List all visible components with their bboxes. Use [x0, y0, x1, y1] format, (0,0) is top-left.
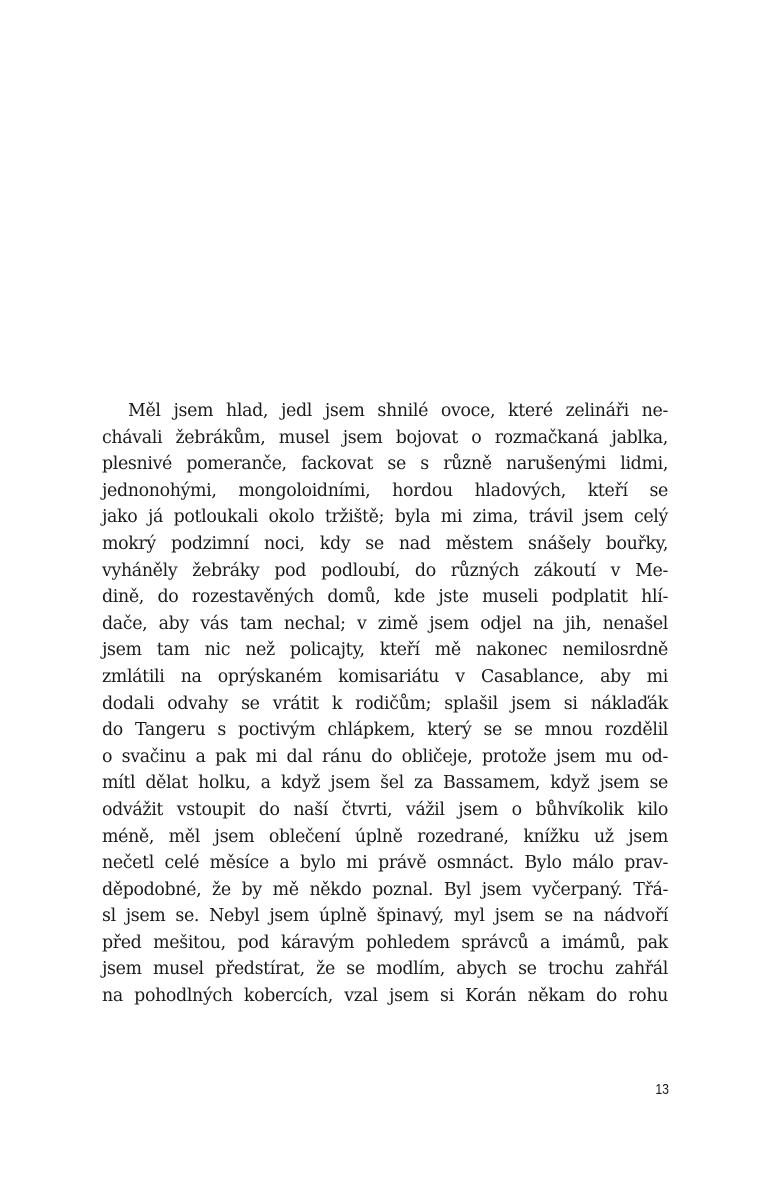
paragraph-line: jednonohými, mongoloidními, hordou hladových, kteří se — [102, 480, 668, 501]
paragraph-line: plesnivé pomeranče, fackovat se s různě narušenými lidmi, — [102, 454, 668, 475]
paragraph-line: méně, měl jsem oblečení úplně rozedrané, knížku už jsem — [102, 826, 668, 847]
paragraph-line: do Tangeru s poctivým chlápkem, který se se mnou rozdělil — [102, 720, 668, 741]
paragraph-line: jsem tam nic než policajty, kteří mě nakonec nemilosrdně — [102, 640, 668, 661]
paragraph-line: na pohodlných kobercích, vzal jsem si Korán někam do rohu — [102, 986, 668, 1007]
paragraph-line: dině, do rozestavěných domů, kde jste museli podplatit hlí- — [102, 587, 668, 608]
paragraph-line: jako já potloukali okolo tržiště; byla mi zima, trávil jsem celý — [102, 507, 668, 528]
paragraph-line: dodali odvahy se vrátit k rodičům; splašil jsem si náklaďák — [102, 693, 668, 714]
paragraph-line: děpodobné, že by mě někdo poznal. Byl jsem vyčerpaný. Třá- — [102, 879, 668, 900]
paragraph-line: jsem musel předstírat, že se modlím, abych se trochu zahřál — [102, 959, 668, 980]
paragraph-line: mítl dělat holku, a když jsem šel za Bassamem, když jsem se — [102, 773, 668, 794]
paragraph-line: vyháněly žebráky pod podloubí, do různých zákoutí v Me- — [102, 560, 668, 581]
paragraph-line: sl jsem se. Nebyl jsem úplně špinavý, myl jsem se na nádvoří — [102, 906, 668, 927]
paragraph-line: mokrý podzimní noci, kdy se nad městem snášely bouřky, — [102, 533, 668, 554]
body-paragraph — [102, 398, 668, 1010]
page-number: 13 — [655, 1081, 669, 1098]
paragraph-line: o svačinu a pak mi dal ránu do obličeje, protože jsem mu od- — [102, 746, 668, 767]
paragraph-line: chávali žebrákům, musel jsem bojovat o rozmačkaná jablka, — [102, 427, 668, 448]
paragraph-line: před mešitou, pod káravým pohledem správců a imámů, pak — [102, 932, 668, 953]
paragraph-line: zmlátili na oprýskaném komisariátu v Casablance, aby mi — [102, 666, 668, 687]
paragraph-line: nečetl celé měsíce a bylo mi právě osmnáct. Bylo málo prav- — [102, 853, 668, 874]
paragraph-line: Měl jsem hlad, jedl jsem shnilé ovoce, které zelináři ne- — [128, 401, 668, 421]
paragraph-line: dače, aby vás tam nechal; v zimě jsem odjel na jih, nenašel — [102, 613, 668, 634]
paragraph-line: odvážit vstoupit do naší čtvrti, vážil jsem o bůhvíkolik kilo — [102, 799, 668, 820]
